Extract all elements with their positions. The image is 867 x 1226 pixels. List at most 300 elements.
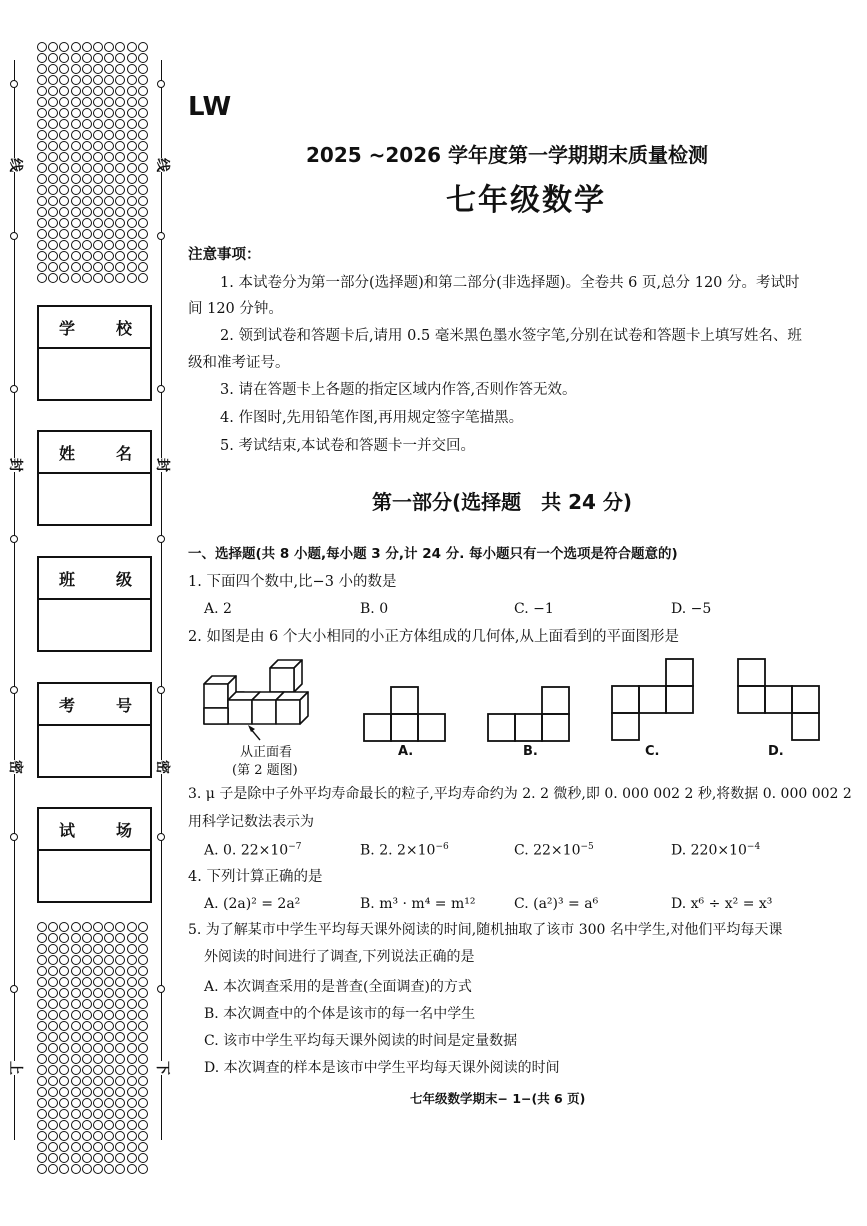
bubble-dot [59, 1087, 69, 1097]
bubble-dot [127, 141, 137, 151]
bubble-dot [48, 922, 58, 932]
bubble-dot [59, 262, 69, 272]
bubble-dot [138, 130, 148, 140]
bubble-dot [82, 1021, 92, 1031]
label-char: 号 [115, 695, 132, 715]
bubble-dot [82, 75, 92, 85]
bubble-dot [48, 130, 58, 140]
bubble-dot [82, 130, 92, 140]
bubble-dot [37, 163, 47, 173]
bubble-dot [93, 196, 103, 206]
bubble-dot [127, 1120, 137, 1130]
bubble-dot [127, 999, 137, 1009]
bubble-dot [104, 86, 114, 96]
bubble-dot [71, 1120, 81, 1130]
bubble-dot [127, 75, 137, 85]
ring [157, 80, 165, 88]
bubble-dot [59, 1153, 69, 1163]
bubble-dot [127, 1065, 137, 1075]
bubble-dot [127, 1054, 137, 1064]
page-footer: 七年级数学期末− 1−(共 6 页) [410, 1091, 586, 1106]
bubble-dot [71, 141, 81, 151]
bubble-dot [93, 1164, 103, 1174]
bubble-dot [71, 1054, 81, 1064]
bubble-dot [93, 1131, 103, 1141]
ring [157, 535, 165, 543]
bubble-dot [71, 196, 81, 206]
bubble-dot [138, 86, 148, 96]
bubble-dot [115, 1087, 125, 1097]
bubble-dot [48, 163, 58, 173]
bubble-dot [115, 944, 125, 954]
q2-option-d-figure [736, 658, 820, 742]
bubble-dot [104, 1087, 114, 1097]
bubble-dot [104, 944, 114, 954]
bubble-dot [93, 1010, 103, 1020]
bubble-dot [127, 1153, 137, 1163]
bubble-dot [93, 1153, 103, 1163]
bubble-dot [104, 174, 114, 184]
bubble-dot [127, 229, 137, 239]
bubble-dot [82, 999, 92, 1009]
bubble-dot [93, 1087, 103, 1097]
label-char: 试 [59, 820, 76, 840]
bubble-dot [48, 1098, 58, 1108]
bubble-dot [82, 1076, 92, 1086]
bubble-dot [82, 1010, 92, 1020]
bubble-dot [48, 108, 58, 118]
bubble-dot [115, 1109, 125, 1119]
bubble-dot [59, 119, 69, 129]
bubble-dot [37, 196, 47, 206]
bubble-dot [115, 933, 125, 943]
bubble-dot [48, 185, 58, 195]
bubble-dot [37, 240, 47, 250]
bubble-dot [37, 152, 47, 162]
bubble-dot [93, 86, 103, 96]
bubble-dot [138, 119, 148, 129]
bubble-dot [59, 86, 69, 96]
q1-option-d[interactable]: D. −5 [671, 601, 712, 617]
q3-option-c-text: C. 22×10 [514, 842, 581, 859]
bubble-dot [48, 1021, 58, 1031]
bubble-dot [127, 944, 137, 954]
bubble-dot [127, 933, 137, 943]
bubble-dot [104, 933, 114, 943]
bubble-dot [127, 53, 137, 63]
bubble-dot [115, 273, 125, 283]
notes-line: 5. 考试结束,本试卷和答题卡一并交回。 [220, 438, 476, 454]
bubble-dot [138, 163, 148, 173]
bubble-dot [48, 119, 58, 129]
bubble-dot [115, 42, 125, 52]
bubble-dot [138, 174, 148, 184]
bubble-dot [138, 1032, 148, 1042]
bubble-dot [104, 1109, 114, 1119]
bubble-dot [82, 163, 92, 173]
bubble-dot [115, 1010, 125, 1020]
bubble-dot [127, 163, 137, 173]
bubble-dot [37, 75, 47, 85]
bubble-dot [138, 262, 148, 272]
q3-option-d-text: D. 220×10 [671, 842, 747, 859]
bubble-dot [138, 988, 148, 998]
ring [10, 833, 18, 841]
bubble-dot [104, 97, 114, 107]
ring [157, 686, 165, 694]
bubble-dot [48, 64, 58, 74]
q3-option-c[interactable] [514, 842, 594, 859]
bubble-dot [115, 1142, 125, 1152]
q3-option-b-text: B. 2. 2×10 [360, 842, 436, 859]
bubble-dot [138, 977, 148, 987]
bubble-dot [59, 1142, 69, 1152]
bubble-dot [59, 922, 69, 932]
notes-line: 1. 本试卷分为第一部分(选择题)和第二部分(非选择题)。全卷共 6 页,总分 120 分。考试时 [220, 275, 800, 291]
bubble-dot [93, 922, 103, 932]
bubble-dot [71, 119, 81, 129]
bubble-dot [37, 1087, 47, 1097]
bubble-dot [37, 229, 47, 239]
bubble-dot [59, 174, 69, 184]
bubble-dot [82, 240, 92, 250]
corner-mark: LW [188, 92, 232, 122]
bubble-dot [115, 163, 125, 173]
bubble-dot [127, 1076, 137, 1086]
bubble-dot [37, 185, 47, 195]
bubble-dot [59, 944, 69, 954]
bubble-dot [37, 42, 47, 52]
bubble-dot [104, 1164, 114, 1174]
bubble-dot [71, 75, 81, 85]
bubble-dot [93, 1142, 103, 1152]
bubble-dot [104, 1142, 114, 1152]
bubble-dot [59, 933, 69, 943]
bubble-dot [82, 218, 92, 228]
bubble-dot [48, 262, 58, 272]
q3-option-a[interactable] [204, 842, 301, 859]
bubble-dot [115, 966, 125, 976]
ring [10, 985, 18, 993]
bubble-dot [127, 1142, 137, 1152]
bubble-dot [48, 152, 58, 162]
exam-number-box[interactable] [37, 682, 152, 778]
bubble-dot [115, 922, 125, 932]
bubble-dot [127, 1131, 137, 1141]
bubble-dot [82, 1087, 92, 1097]
bubble-dot [48, 240, 58, 250]
bubble-dot [48, 1043, 58, 1053]
bubble-dot [71, 218, 81, 228]
bubble-dot [138, 1120, 148, 1130]
bubble-dot [115, 1032, 125, 1042]
q5-option-a[interactable]: A. 本次调查采用的是普查(全面调查)的方式 [204, 979, 472, 995]
bubble-dot [115, 218, 125, 228]
notes-line: 级和准考证号。 [188, 355, 290, 371]
bubble-dot [127, 922, 137, 932]
bubble-dot [48, 1087, 58, 1097]
q4-option-a[interactable]: A. (2a)² = 2a² [204, 896, 301, 912]
bubble-dot [127, 1087, 137, 1097]
bubble-dot [59, 1065, 69, 1075]
bubble-dot [82, 152, 92, 162]
bubble-dot [127, 988, 137, 998]
bubble-dot [127, 42, 137, 52]
bubble-dot [71, 53, 81, 63]
bubble-dot [82, 53, 92, 63]
bubble-dot [138, 944, 148, 954]
bubble-dot [82, 1164, 92, 1174]
bubble-dot [138, 185, 148, 195]
bubble-dot [127, 273, 137, 283]
bubble-dot [82, 933, 92, 943]
bubble-dot [93, 1032, 103, 1042]
q2-solid-figure [198, 654, 322, 744]
exam-room-box[interactable] [37, 807, 152, 903]
bubble-dot [93, 273, 103, 283]
notes-line: 3. 请在答题卡上各题的指定区域内作答,否则作答无效。 [220, 382, 577, 398]
bubble-dot [104, 141, 114, 151]
ring [10, 232, 18, 240]
bubble-dot [71, 1043, 81, 1053]
bubble-dot [104, 966, 114, 976]
bubble-dot [127, 1032, 137, 1042]
label-char: 考 [59, 695, 76, 715]
bubble-dot [104, 922, 114, 932]
bubble-dot [71, 251, 81, 261]
bubble-dot [82, 955, 92, 965]
bubble-dot [115, 1021, 125, 1031]
bubble-dot [82, 977, 92, 987]
q1-option-a[interactable]: A. 2 [204, 601, 232, 617]
q2-option-a-figure [362, 686, 446, 742]
bubble-dot [138, 999, 148, 1009]
bubble-dot [48, 1065, 58, 1075]
notes-line: 2. 领到试卷和答题卡后,请用 0.5 毫米黑色墨水签字笔,分别在试卷和答题卡上填写姓名、班 [220, 328, 802, 344]
bubble-dot [127, 152, 137, 162]
bubble-dot [48, 207, 58, 217]
bubble-dot [59, 251, 69, 261]
class-box[interactable] [37, 556, 152, 652]
bubble-dot [115, 251, 125, 261]
bubble-dot [138, 229, 148, 239]
bubble-dot [71, 108, 81, 118]
bubble-dot [59, 977, 69, 987]
q2-option-b[interactable]: B. [523, 744, 538, 759]
bubble-dot [59, 64, 69, 74]
ring [10, 535, 18, 543]
q5-option-b[interactable]: B. 本次调查中的个体是该市的每一名中学生 [204, 1006, 476, 1022]
bubble-dot [138, 933, 148, 943]
q1-option-b[interactable]: B. 0 [360, 601, 389, 617]
q4-option-c[interactable]: C. (a²)³ = a⁶ [514, 896, 599, 912]
label-char: 学 [59, 318, 76, 338]
bubble-dot [93, 251, 103, 261]
bubble-dot [93, 966, 103, 976]
bubble-dot [59, 273, 69, 283]
bubble-dot [104, 1131, 114, 1141]
q3-stem: 3. μ 子是除中子外平均寿命最长的粒子,平均寿命约为 2. 2 微秒,即 0. 000 002 2 秒,将数据 0. 000 002 2 [188, 786, 852, 802]
bubble-dot [48, 977, 58, 987]
bubble-dot [127, 1021, 137, 1031]
bubble-dot [59, 1120, 69, 1130]
bubble-dot [48, 1054, 58, 1064]
bubble-dot [138, 75, 148, 85]
bubble-dot [59, 1098, 69, 1108]
bubble-dot [104, 229, 114, 239]
bubble-dot [82, 207, 92, 217]
bubble-dot [59, 240, 69, 250]
bubble-dot [59, 185, 69, 195]
ring [10, 80, 18, 88]
q2-option-d[interactable]: D. [768, 744, 784, 759]
q2-option-a[interactable]: A. [398, 744, 414, 759]
bubble-dot [71, 988, 81, 998]
bubble-dot [104, 130, 114, 140]
bubble-dot [104, 1120, 114, 1130]
bubble-dot [37, 933, 47, 943]
bubble-dot [138, 152, 148, 162]
bubble-dot [59, 1164, 69, 1174]
bubble-dot [82, 1065, 92, 1075]
bubble-dot [71, 207, 81, 217]
bubble-dot [115, 141, 125, 151]
bubble-dot [82, 185, 92, 195]
bubble-dot [37, 955, 47, 965]
bubble-dot [93, 1065, 103, 1075]
bubble-dot [115, 988, 125, 998]
notes-line: 4. 作图时,先用铅笔作图,再用规定签字笔描黑。 [220, 410, 524, 426]
bubble-dot [115, 1076, 125, 1086]
bubble-dot [104, 262, 114, 272]
bubble-dot [37, 1010, 47, 1020]
bubble-dot [115, 185, 125, 195]
dot-grid-bottom [37, 922, 149, 1174]
bubble-dot [138, 1153, 148, 1163]
bubble-dot [127, 86, 137, 96]
bubble-dot [104, 207, 114, 217]
seal-char-shang: 上 [7, 1061, 23, 1075]
bubble-dot [37, 130, 47, 140]
bubble-dot [104, 988, 114, 998]
bubble-dot [59, 108, 69, 118]
q1-option-c[interactable]: C. −1 [514, 601, 554, 617]
bubble-dot [71, 163, 81, 173]
bubble-dot [127, 174, 137, 184]
bubble-dot [82, 229, 92, 239]
bubble-dot [37, 1032, 47, 1042]
bubble-dot [71, 1109, 81, 1119]
bubble-dot [104, 1021, 114, 1031]
bubble-dot [138, 273, 148, 283]
bubble-dot [93, 130, 103, 140]
bubble-dot [48, 218, 58, 228]
bubble-dot [59, 955, 69, 965]
bubble-dot [138, 108, 148, 118]
ring [157, 833, 165, 841]
bubble-dot [115, 130, 125, 140]
name-box[interactable] [37, 430, 152, 526]
school-box[interactable] [37, 305, 152, 401]
q3-option-a-text: A. 0. 22×10 [204, 842, 289, 859]
bubble-dot [93, 1109, 103, 1119]
bubble-dot [138, 1109, 148, 1119]
bubble-dot [127, 1109, 137, 1119]
bubble-dot [93, 977, 103, 987]
bubble-dot [115, 262, 125, 272]
bubble-dot [115, 196, 125, 206]
bubble-dot [37, 1054, 47, 1064]
label-char: 场 [115, 820, 132, 840]
bubble-dot [138, 141, 148, 151]
q3-option-d[interactable] [671, 842, 760, 859]
bubble-dot [48, 1120, 58, 1130]
bubble-dot [104, 119, 114, 129]
q3-option-b[interactable] [360, 842, 449, 859]
bubble-dot [59, 1021, 69, 1031]
bubble-dot [93, 944, 103, 954]
bubble-dot [37, 251, 47, 261]
bubble-dot [82, 97, 92, 107]
bubble-dot [104, 108, 114, 118]
bubble-dot [71, 42, 81, 52]
bubble-dot [37, 1153, 47, 1163]
q4-option-d[interactable]: D. x⁶ ÷ x² = x³ [671, 896, 773, 912]
bubble-dot [93, 1021, 103, 1031]
bubble-dot [104, 1032, 114, 1042]
bubble-dot [59, 966, 69, 976]
q4-option-b[interactable]: B. m³ · m⁴ = m¹² [360, 896, 476, 912]
bubble-dot [127, 1164, 137, 1174]
bubble-dot [115, 1054, 125, 1064]
q2-option-c-figure [610, 658, 694, 742]
bubble-dot [115, 977, 125, 987]
seal-char-xia: 下 [154, 1061, 170, 1075]
bubble-dot [37, 1109, 47, 1119]
q5-option-d[interactable]: D. 本次调查的样本是该市中学生平均每天课外阅读的时间 [204, 1060, 560, 1076]
q5-stem-cont: 外阅读的时间进行了调查,下列说法正确的是 [204, 949, 475, 965]
q2-option-c[interactable]: C. [645, 744, 660, 759]
bubble-dot [82, 42, 92, 52]
bubble-dot [59, 141, 69, 151]
bubble-dot [37, 966, 47, 976]
q5-option-c[interactable]: C. 该市中学生平均每天课外阅读的时间是定量数据 [204, 1033, 518, 1049]
bubble-dot [71, 966, 81, 976]
bubble-dot [48, 1153, 58, 1163]
bubble-dot [37, 218, 47, 228]
q2-stem: 2. 如图是由 6 个大小相同的小正方体组成的几何体,从上面看到的平面图形是 [188, 629, 679, 645]
bubble-dot [138, 955, 148, 965]
q1-stem: 1. 下面四个数中,比−3 小的数是 [188, 574, 397, 590]
bubble-dot [71, 1076, 81, 1086]
bubble-dot [71, 152, 81, 162]
bubble-dot [93, 1098, 103, 1108]
q4-stem: 4. 下列计算正确的是 [188, 869, 323, 885]
part-title: 第一部分(选择题 共 24 分) [372, 490, 633, 514]
bubble-dot [37, 273, 47, 283]
q5-stem: 5. 为了解某市中学生平均每天课外阅读的时间,随机抽取了该市 300 名中学生,对他们平均每天课 [188, 922, 783, 938]
bubble-dot [71, 1164, 81, 1174]
bubble-dot [104, 1010, 114, 1020]
bubble-dot [82, 1054, 92, 1064]
bubble-dot [48, 251, 58, 261]
bubble-dot [115, 97, 125, 107]
bubble-dot [37, 988, 47, 998]
exam-title: 2025 ~2026 学年度第一学期期末质量检测 [306, 143, 709, 167]
bubble-dot [104, 251, 114, 261]
bubble-dot [93, 955, 103, 965]
section-heading: 一、选择题(共 8 小题,每小题 3 分,计 24 分. 每小题只有一个选项是符合题意的) [188, 546, 678, 562]
